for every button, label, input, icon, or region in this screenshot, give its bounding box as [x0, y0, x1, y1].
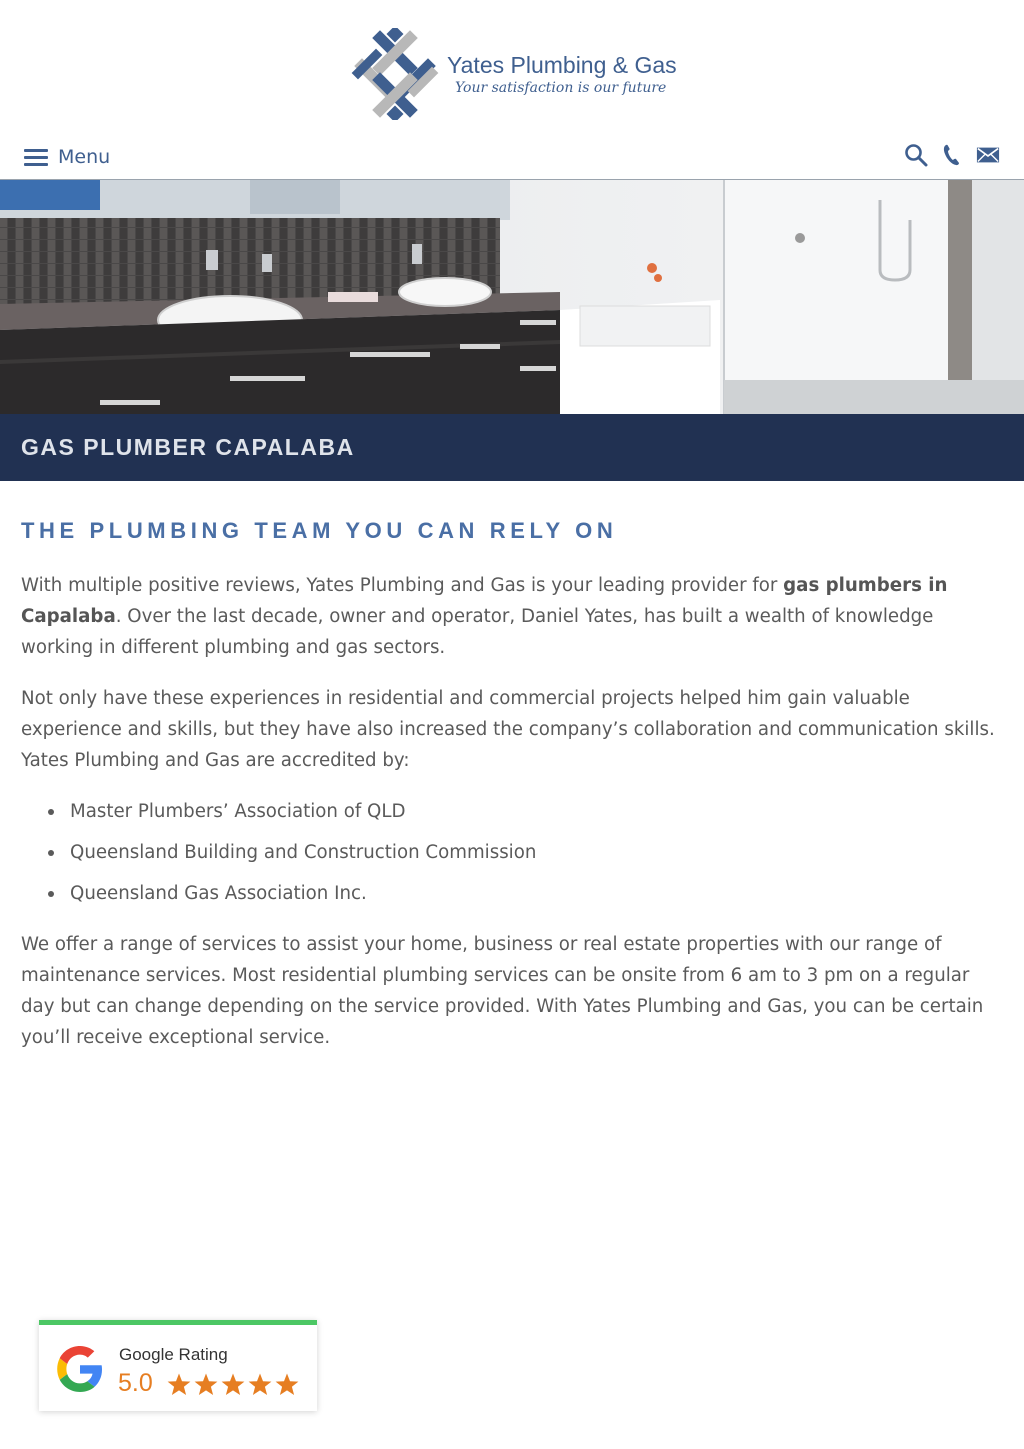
bathroom-photo-icon [0, 180, 1024, 414]
logo-title: Yates Plumbing & Gas [447, 52, 677, 78]
menu-label: Menu [58, 146, 111, 168]
services-paragraph: We offer a range of services to assist your home, business or real estate properties with our range of maintenance services. Most residential plumbing services can be onsite from 6 am to 3 pm on a regular day but can change depending on the service provided. With Yates Plumbing and Gas, you can be certain you’ll receive exceptional service. [21, 934, 984, 1048]
logo-tagline: Your satisfaction is our future [455, 80, 667, 96]
star-icon [221, 1373, 245, 1396]
star-icon [194, 1373, 218, 1396]
hero-image [0, 180, 1024, 414]
intro-keyword: gas plumbers in Capalaba [21, 575, 948, 627]
accreditation-list [21, 796, 996, 909]
intro-paragraph [21, 570, 996, 663]
email-icon[interactable] [976, 142, 1000, 168]
star-icon [275, 1373, 299, 1396]
list-item: Master Plumbers’ Association of QLD [21, 796, 996, 827]
experience-paragraph: Not only have these experiences in residential and commercial projects helped him gain valuable experience and skills, but they have also increased the company’s collaboration and communication skills. Yates Plumbing and Gas are accredited by: [21, 688, 995, 771]
search-icon[interactable] [904, 142, 928, 168]
page-title-band [0, 414, 1024, 481]
intro-text-a: With multiple positive reviews, Yates Plumbing and Gas is your leading provider for [21, 575, 784, 596]
intro-text-b: . Over the last decade, owner and operator, Daniel Yates, has built a wealth of knowledge working in different plumbing and gas sectors. [21, 606, 934, 658]
main-content [21, 518, 996, 1073]
rating-label: Google Rating [119, 1345, 228, 1364]
nav-actions [904, 142, 1000, 168]
menu-button[interactable] [24, 142, 110, 172]
star-icon [248, 1373, 272, 1396]
hamburger-icon [24, 149, 48, 166]
rating-score: 5.0 [118, 1369, 153, 1397]
page-title: GAS PLUMBER CAPALABA [21, 434, 355, 460]
list-item: Queensland Gas Association Inc. [21, 878, 996, 909]
top-navbar [0, 134, 1024, 180]
logo-knot-icon [350, 28, 440, 120]
google-rating-widget[interactable] [39, 1320, 317, 1411]
google-g-icon [53, 1342, 107, 1396]
rating-stars [167, 1373, 299, 1396]
site-logo[interactable] [350, 28, 680, 120]
list-item: Queensland Building and Construction Commission [21, 837, 996, 868]
section-heading: THE PLUMBING TEAM YOU CAN RELY ON [21, 518, 618, 543]
star-icon [167, 1373, 191, 1396]
phone-icon[interactable] [940, 142, 964, 168]
